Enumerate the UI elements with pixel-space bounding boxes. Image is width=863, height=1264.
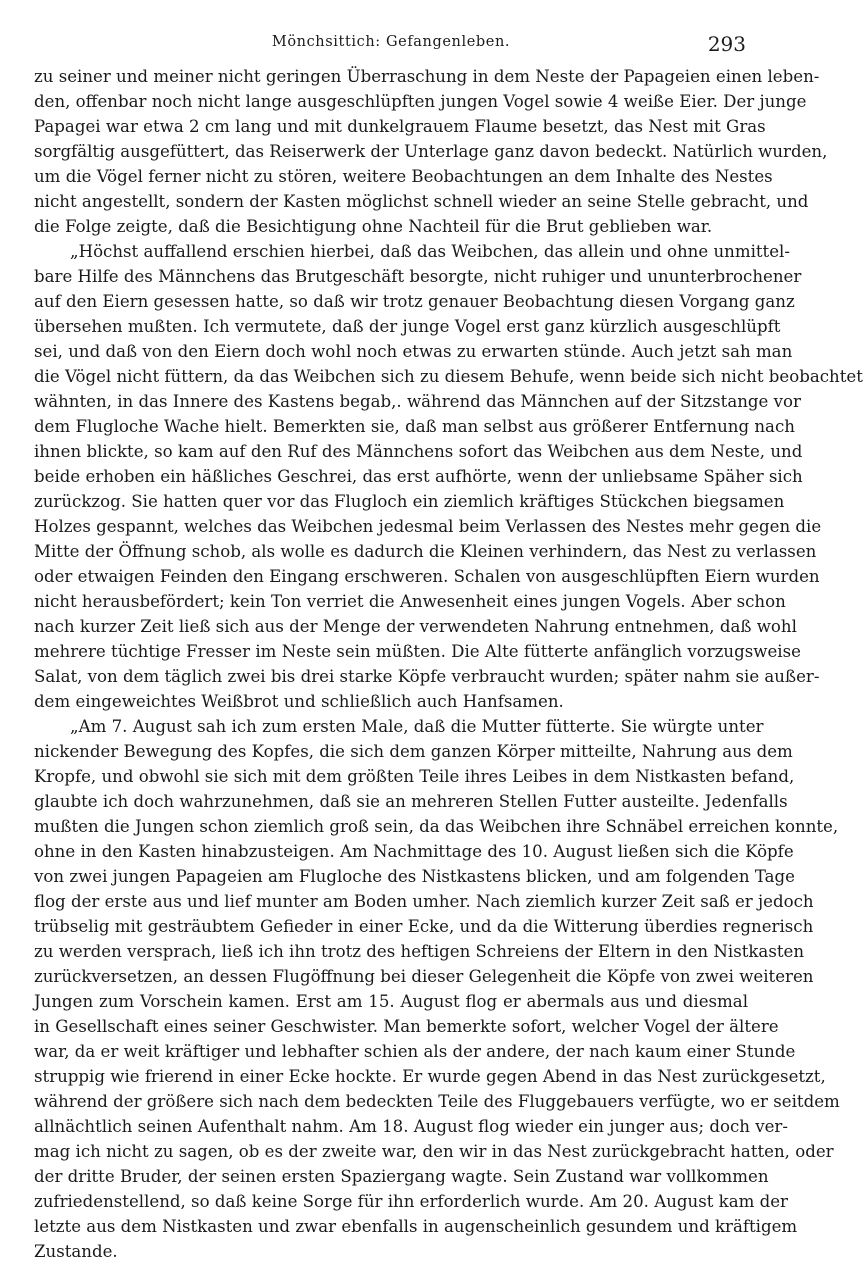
text-line: Mitte der Öffnung schob, als wolle es dadurch die Kleinen verhindern, das Nest zu verlassen bbox=[34, 542, 817, 561]
text-line: dem Flugloche Wache hielt. Bemerkten sie, daß man selbst aus größerer Entfernung nach bbox=[34, 417, 795, 436]
text-line: zu seiner und meiner nicht geringen Überraschung in dem Neste der Papageien einen leben- bbox=[34, 67, 820, 86]
text-line: zurückzog. Sie hatten quer vor das Flugloch ein ziemlich kräftiges Stückchen biegsamen bbox=[34, 492, 785, 511]
text-line: zurückversetzen, an dessen Flugöffnung bei dieser Gelegenheit die Köpfe von zwei weiteren bbox=[34, 967, 814, 986]
text-line: sorgfältig ausgefüttert, das Reiserwerk der Unterlage ganz davon bedeckt. Natürlich wurden, bbox=[34, 142, 828, 161]
text-line: sei, und daß von den Eiern doch wohl noch etwas zu erwarten stünde. Auch jetzt sah man bbox=[34, 342, 793, 361]
text-line: ohne in den Kasten hinabzusteigen. Am Nachmittage des 10. August ließen sich die Köpfe bbox=[34, 842, 794, 861]
text-line: während der größere sich nach dem bedeckten Teile des Fluggebauers verfügte, wo er seitdem bbox=[34, 1092, 840, 1111]
text-line: mehrere tüchtige Fresser im Neste sein müßten. Die Alte fütterte anfänglich vorzugsweise bbox=[34, 642, 801, 661]
text-line: nach kurzer Zeit ließ sich aus der Menge der verwendeten Nahrung entnehmen, daß wohl bbox=[34, 617, 797, 636]
text-line: nickender Bewegung des Kopfes, die sich dem ganzen Körper mitteilte, Nahrung aus dem bbox=[34, 742, 793, 761]
text-line: bare Hilfe des Männchens das Brutgeschäft besorgte, nicht ruhiger und ununterbrochener bbox=[34, 267, 802, 286]
text-line: Kropfe, und obwohl sie sich mit dem größten Teile ihres Leibes in dem Nistkasten befand, bbox=[34, 767, 795, 786]
text-line: Zustande. bbox=[34, 1242, 118, 1261]
text-line: „Am 7. August sah ich zum ersten Male, daß die Mutter fütterte. Sie würgte unter bbox=[70, 717, 764, 736]
text-line: trübselig mit gesträubtem Gefieder in einer Ecke, und da die Witterung überdies regnerisch bbox=[34, 917, 814, 936]
text-line: den, offenbar noch nicht lange ausgeschlüpften jungen Vogel sowie 4 weiße Eier. Der junge bbox=[34, 92, 807, 111]
paragraph-2 bbox=[34, 239, 863, 714]
text-line: struppig wie frierend in einer Ecke hockte. Er wurde gegen Abend in das Nest zurückgesetzt, bbox=[34, 1067, 826, 1086]
text-line: Jungen zum Vorschein kamen. Erst am 15. August flog er abermals aus und diesmal bbox=[34, 992, 748, 1011]
text-line: zufriedenstellend, so daß keine Sorge für ihn erforderlich wurde. Am 20. August kam der bbox=[34, 1192, 788, 1211]
text-line: mag ich nicht zu sagen, ob es der zweite war, den wir in das Nest zurückgebracht hatten, oder bbox=[34, 1142, 834, 1161]
text-line: beide erhoben ein häßliches Geschrei, das erst aufhörte, wenn der unliebsame Späher sich bbox=[34, 467, 803, 486]
text-line: von zwei jungen Papageien am Flugloche des Nistkastens blicken, und am folgenden Tage bbox=[34, 867, 795, 886]
text-line: mußten die Jungen schon ziemlich groß sein, da das Weibchen ihre Schnäbel erreichen konnte, bbox=[34, 817, 839, 836]
text-line: die Folge zeigte, daß die Besichtigung ohne Nachteil für die Brut geblieben war. bbox=[34, 217, 713, 236]
text-line: dem eingeweichtes Weißbrot und schließlich auch Hanfsamen. bbox=[34, 692, 564, 711]
text-line: übersehen mußten. Ich vermutete, daß der junge Vogel erst ganz kürzlich ausgeschlüpft bbox=[34, 317, 781, 336]
text-line: flog der erste aus und lief munter am Boden umher. Nach ziemlich kurzer Zeit saß er jedoch bbox=[34, 892, 814, 911]
text-line: nicht herausbefördert; kein Ton verriet die Anwesenheit eines jungen Vogels. Aber schon bbox=[34, 592, 786, 611]
text-line: Papagei war etwa 2 cm lang und mit dunkelgrauem Flaume besetzt, das Nest mit Gras bbox=[34, 117, 766, 136]
text-line: glaubte ich doch wahrzunehmen, daß sie an mehreren Stellen Futter austeilte. Jedenfalls bbox=[34, 792, 788, 811]
text-line: letzte aus dem Nistkasten und zwar ebenfalls in augenscheinlich gesundem und kräftigem bbox=[34, 1217, 798, 1236]
text-line: auf den Eiern gesessen hatte, so daß wir trotz genauer Beobachtung diesen Vorgang ganz bbox=[34, 292, 795, 311]
text-line: in Gesellschaft eines seiner Geschwister. Man bemerkte sofort, welcher Vogel der ältere bbox=[34, 1017, 779, 1036]
text-line: nicht angestellt, sondern der Kasten möglichst schnell wieder an seine Stelle gebracht, und bbox=[34, 192, 809, 211]
text-line: um die Vögel ferner nicht zu stören, weitere Beobachtungen an dem Inhalte des Nestes bbox=[34, 167, 773, 186]
text-line: Holzes gespannt, welches das Weibchen jedesmal beim Verlassen des Nestes mehr gegen die bbox=[34, 517, 822, 536]
text-line: „Höchst auffallend erschien hierbei, daß das Weibchen, das allein und ohne unmittel- bbox=[70, 242, 790, 261]
text-line: zu werden versprach, ließ ich ihn trotz des heftigen Schreiens der Eltern in den Nistkasten bbox=[34, 942, 805, 961]
page-number: 293 bbox=[707, 32, 746, 56]
text-line: ihnen blickte, so kam auf den Ruf des Männchens sofort das Weibchen aus dem Neste, und bbox=[34, 442, 803, 461]
paragraph-1 bbox=[34, 64, 828, 239]
text-line: war, da er weit kräftiger und lebhafter schien als der andere, der nach kaum einer Stunde bbox=[34, 1042, 796, 1061]
running-head: Mönchsittich: Gefangenleben. bbox=[271, 34, 511, 50]
text-line: die Vögel nicht füttern, da das Weibchen sich zu diesem Behufe, wenn beide sich nicht beobachtet bbox=[34, 367, 863, 386]
text-line: wähnten, in das Innere des Kastens begab,. während das Männchen auf der Sitzstange vor bbox=[34, 392, 801, 411]
page-header bbox=[34, 34, 748, 60]
text-line: Salat, von dem täglich zwei bis drei starke Köpfe verbraucht wurden; später nahm sie außer- bbox=[34, 667, 820, 686]
text-line: oder etwaigen Feinden den Eingang erschweren. Schalen von ausgeschlüpften Eiern wurden bbox=[34, 567, 820, 586]
paragraph-3 bbox=[34, 714, 840, 1264]
body-text bbox=[34, 64, 863, 1264]
text-line: allnächtlich seinen Aufenthalt nahm. Am 18. August flog wieder ein junger aus; doch ver- bbox=[34, 1117, 788, 1136]
text-line: der dritte Bruder, der seinen ersten Spaziergang wagte. Sein Zustand war vollkommen bbox=[34, 1167, 769, 1186]
